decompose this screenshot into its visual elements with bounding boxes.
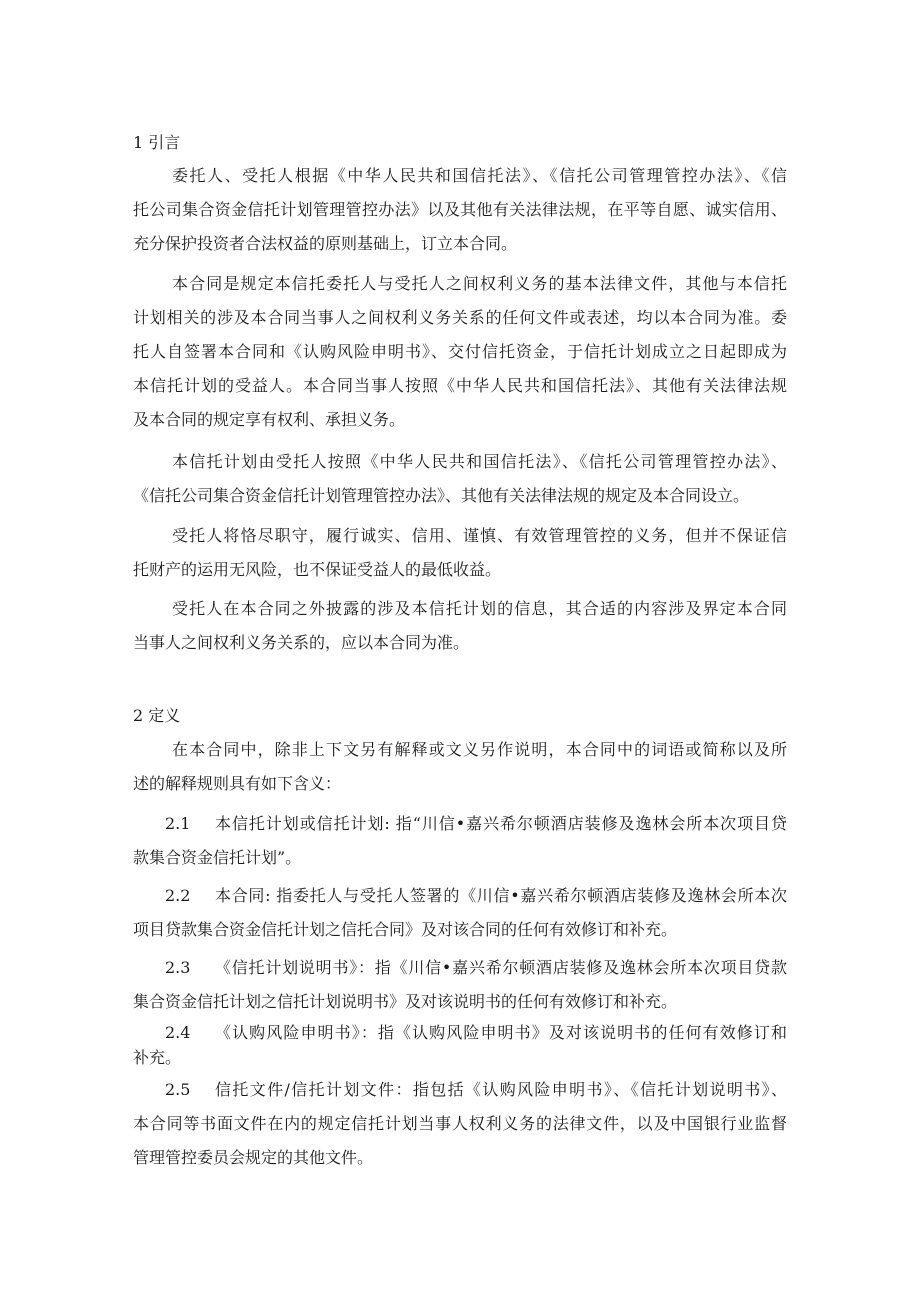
definition-number: 2.3: [165, 958, 191, 977]
paragraph-line: 本信托计划的受益人。本合同当事人按照《中华人民共和国信托法》、其他有关法律法规: [133, 376, 787, 395]
section-heading: 2 定义: [133, 706, 181, 725]
paragraph-line: 托人自签署本合同和《认购风险申明书》、交付信托资金，于信托计划成立之日起即成为: [133, 342, 787, 361]
definition-line: 集合资金信托计划之信托计划说明书》及对该说明书的任何有效修订和补充。: [133, 992, 678, 1011]
paragraph-line: 委托人、受托人根据《中华人民共和国信托法》、《信托公司管理管控办法》、《信: [172, 166, 787, 185]
definition-line: 信托文件/信托计划文件：指包括《认购风险申明书》、《信托计划说明书》、: [215, 1080, 787, 1099]
definition-line: 《信托计划说明书》：指《川信•嘉兴希尔顿酒店装修及逸林会所本次项目贷款: [215, 958, 787, 977]
definition-line: 款集合资金信托计划”。: [133, 848, 302, 867]
paragraph-line: 托财产的运用无风险，也不保证受益人的最低收益。: [133, 560, 502, 579]
paragraph: [133, 159, 787, 261]
paragraph-line: 计划相关的涉及本合同当事人之间权利义务关系的任何文件或表述，均以本合同为准。委: [133, 308, 787, 327]
definition-first-line: [133, 1073, 787, 1107]
definition-item: [133, 1073, 787, 1175]
definition-item: [133, 1020, 787, 1070]
paragraph: [133, 519, 787, 587]
definition-number: 2.4: [165, 1023, 191, 1042]
definition-number: 2.1: [165, 814, 191, 833]
definition-first-line: [133, 1020, 787, 1045]
paragraph: [133, 445, 787, 513]
definition-first-line: [133, 951, 787, 985]
paragraph-line: 充分保护投资者合法权益的原则基础上，订立本合同。: [133, 234, 518, 253]
paragraph-line: 在本合同中，除非上下文另有解释或文义另作说明，本合同中的词语或简称以及所: [172, 740, 787, 759]
definition-number: 2.5: [165, 1080, 191, 1099]
definition-first-line: [133, 879, 787, 913]
definition-first-line: [133, 807, 787, 841]
paragraph-line: 受托人在本合同之外披露的涉及本信托计划的信息，其合适的内容涉及界定本合同: [172, 599, 787, 618]
definition-line: 本合同等书面文件在内的规定信托计划当事人权利义务的法律文件，以及中国银行业监督: [133, 1114, 787, 1133]
definition-line: 补充。: [133, 1048, 182, 1067]
definition-line: 项目贷款集合资金信托计划之信托合同》及对该合同的任何有效修订和补充。: [133, 920, 678, 939]
definition-line: 管理管控委员会规定的其他文件。: [133, 1148, 374, 1167]
paragraph: [133, 592, 787, 660]
paragraph-line: 托公司集合资金信托计划管理管控办法》以及其他有关法律法规，在平等自愿、诚实信用、: [133, 200, 787, 219]
definition-line: 本合同: 指委托人与受托人签署的《川信•嘉兴希尔顿酒店装修及逸林会所本次: [215, 886, 787, 905]
definition-item: [133, 951, 787, 1019]
paragraph-line: 当事人之间权利义务关系的，应以本合同为准。: [133, 633, 470, 652]
paragraph-line: 受托人将恪尽职守，履行诚实、信用、谨慎、有效管理管控的义务，但并不保证信: [172, 526, 787, 545]
definition-line: 《认购风险申明书》：指《认购风险申明书》及对该说明书的任何有效修订和: [215, 1023, 787, 1042]
paragraph-line: 及本合同的规定享有权利、承担义务。: [133, 410, 406, 429]
paragraph: [133, 733, 787, 801]
definition-line: 本信托计划或信托计划: 指“川信•嘉兴希尔顿酒店装修及逸林会所本次项目贷: [215, 814, 787, 833]
paragraph-line: 述的解释规则具有如下含义：: [133, 774, 342, 793]
paragraph: [133, 267, 787, 437]
paragraph-line: 《信托公司集合资金信托计划管理管控办法》、其他有关法律法规的规定及本合同设立。: [133, 486, 750, 505]
paragraph-line: 本信托计划由受托人按照《中华人民共和国信托法》、《信托公司管理管控办法》、: [172, 452, 787, 471]
paragraph-line: 本合同是规定本信托委托人与受托人之间权利义务的基本法律文件，其他与本信托: [172, 274, 787, 293]
definition-item: [133, 879, 787, 947]
definition-number: 2.2: [165, 886, 191, 905]
section-heading: 1 引言: [133, 133, 181, 152]
definition-item: [133, 807, 787, 875]
